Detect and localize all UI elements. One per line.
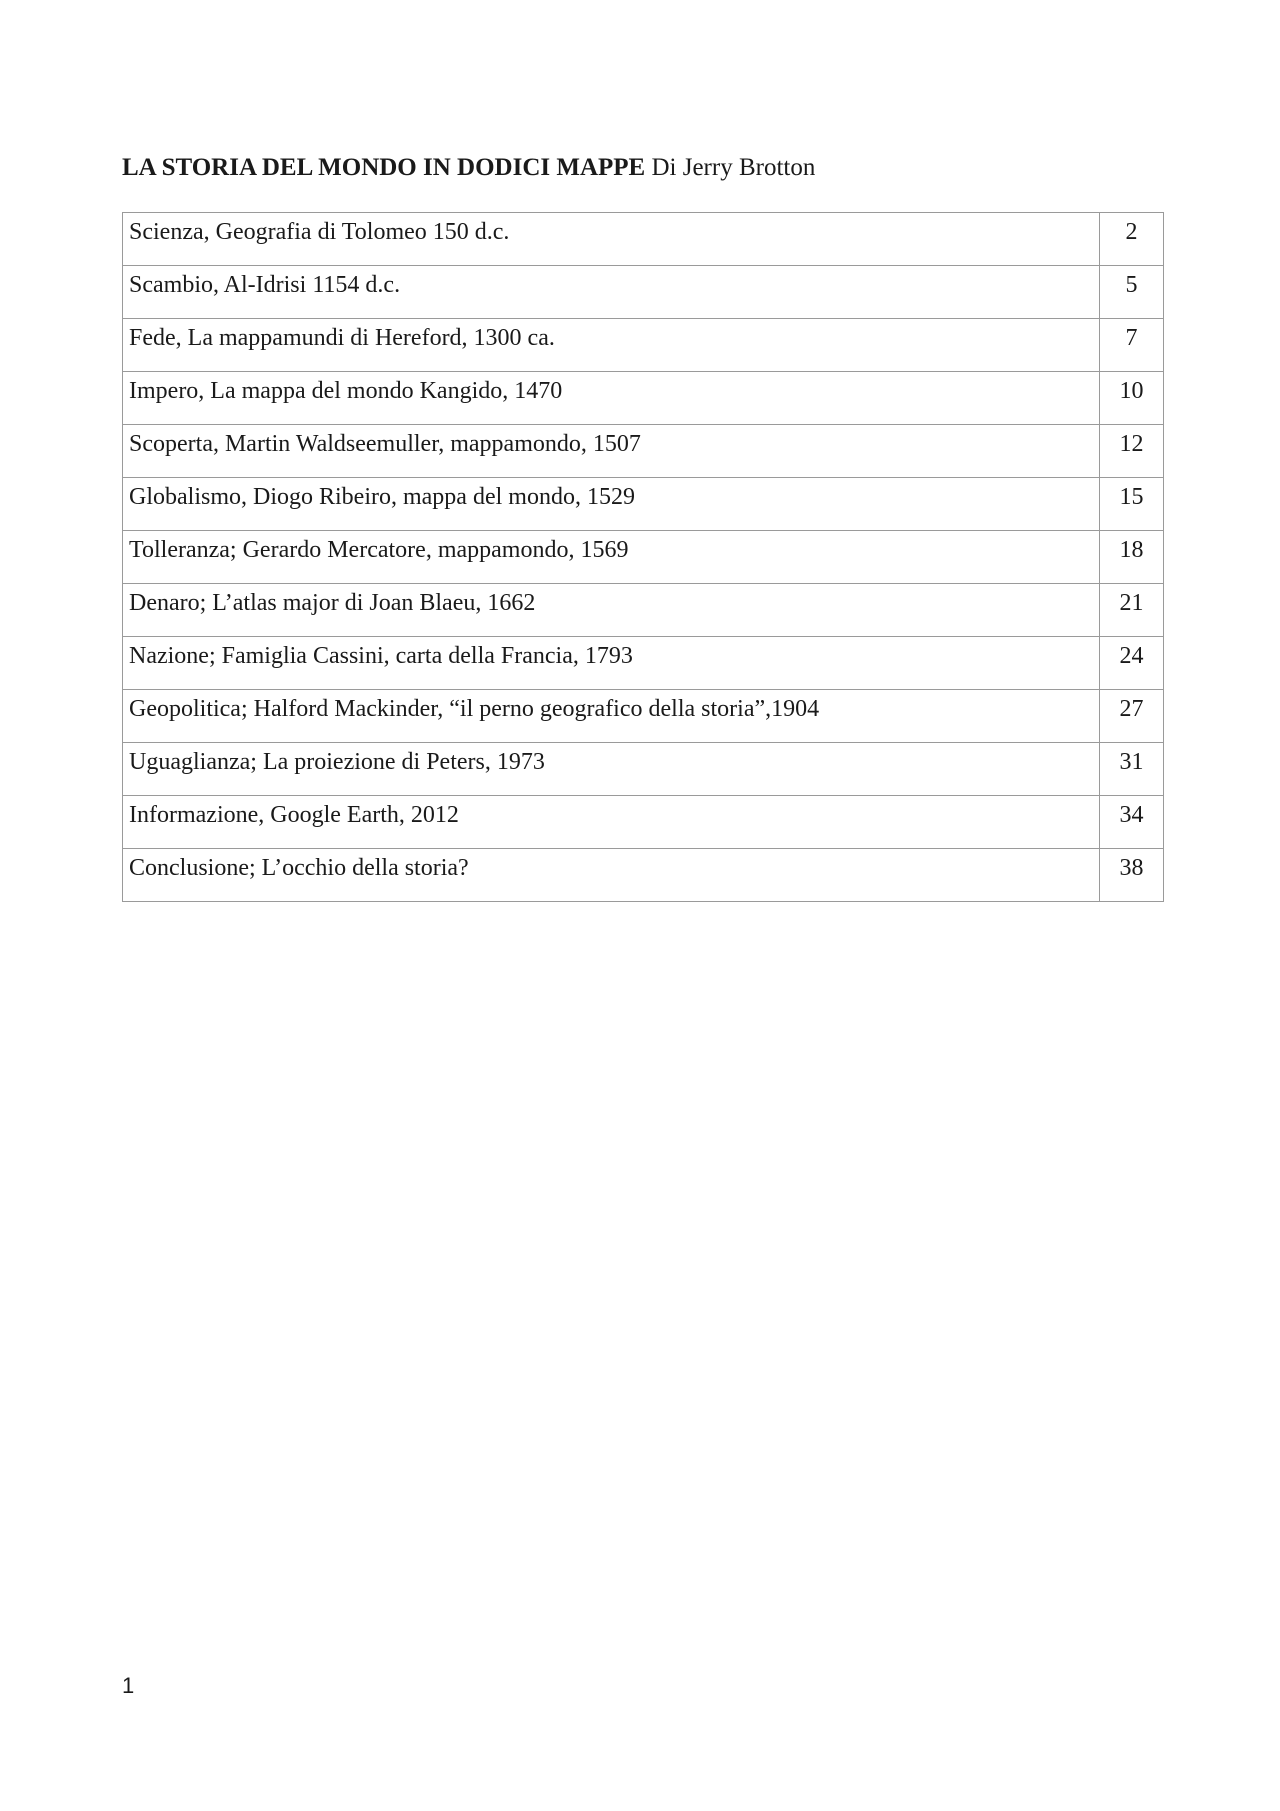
toc-entry-title: Scambio, Al-Idrisi 1154 d.c. [123,266,1100,319]
table-row [123,213,1164,266]
toc-entry-page: 38 [1100,849,1164,902]
toc-entry-title: Nazione; Famiglia Cassini, carta della Francia, 1793 [123,637,1100,690]
table-row [123,637,1164,690]
table-row [123,372,1164,425]
toc-entry-title: Scoperta, Martin Waldseemuller, mappamondo, 1507 [123,425,1100,478]
toc-entry-page: 10 [1100,372,1164,425]
toc-entry-page: 18 [1100,531,1164,584]
toc-entry-page: 27 [1100,690,1164,743]
table-row [123,319,1164,372]
toc-entry-page: 5 [1100,266,1164,319]
toc-entry-page: 2 [1100,213,1164,266]
toc-entry-page: 12 [1100,425,1164,478]
toc-entry-title: Geopolitica; Halford Mackinder, “il perno geografico della storia”,1904 [123,690,1100,743]
toc-entry-page: 24 [1100,637,1164,690]
toc-entry-title: Tolleranza; Gerardo Mercatore, mappamondo, 1569 [123,531,1100,584]
toc-entry-page: 15 [1100,478,1164,531]
table-of-contents [122,212,1164,902]
table-row [123,796,1164,849]
table-row [123,425,1164,478]
page-title [122,150,815,186]
toc-entry-title: Informazione, Google Earth, 2012 [123,796,1100,849]
book-author: Di Jerry Brotton [645,154,816,181]
toc-entry-page: 7 [1100,319,1164,372]
toc-entry-page: 21 [1100,584,1164,637]
table-row [123,849,1164,902]
toc-entry-page: 34 [1100,796,1164,849]
table-row [123,690,1164,743]
table-row [123,531,1164,584]
page-number: 1 [122,1673,135,1698]
table-row [123,743,1164,796]
toc-entry-title: Impero, La mappa del mondo Kangido, 1470 [123,372,1100,425]
toc-entry-title: Fede, La mappamundi di Hereford, 1300 ca. [123,319,1100,372]
toc-body [123,213,1164,902]
table-row [123,478,1164,531]
table-row [123,266,1164,319]
toc-entry-title: Denaro; L’atlas major di Joan Blaeu, 1662 [123,584,1100,637]
toc-entry-title: Globalismo, Diogo Ribeiro, mappa del mondo, 1529 [123,478,1100,531]
book-title: LA STORIA DEL MONDO IN DODICI MAPPE [122,154,646,181]
toc-entry-title: Uguaglianza; La proiezione di Peters, 1973 [123,743,1100,796]
table-row [123,584,1164,637]
toc-entry-title: Scienza, Geografia di Tolomeo 150 d.c. [123,213,1100,266]
toc-entry-page: 31 [1100,743,1164,796]
toc-entry-title: Conclusione; L’occhio della storia? [123,849,1100,902]
